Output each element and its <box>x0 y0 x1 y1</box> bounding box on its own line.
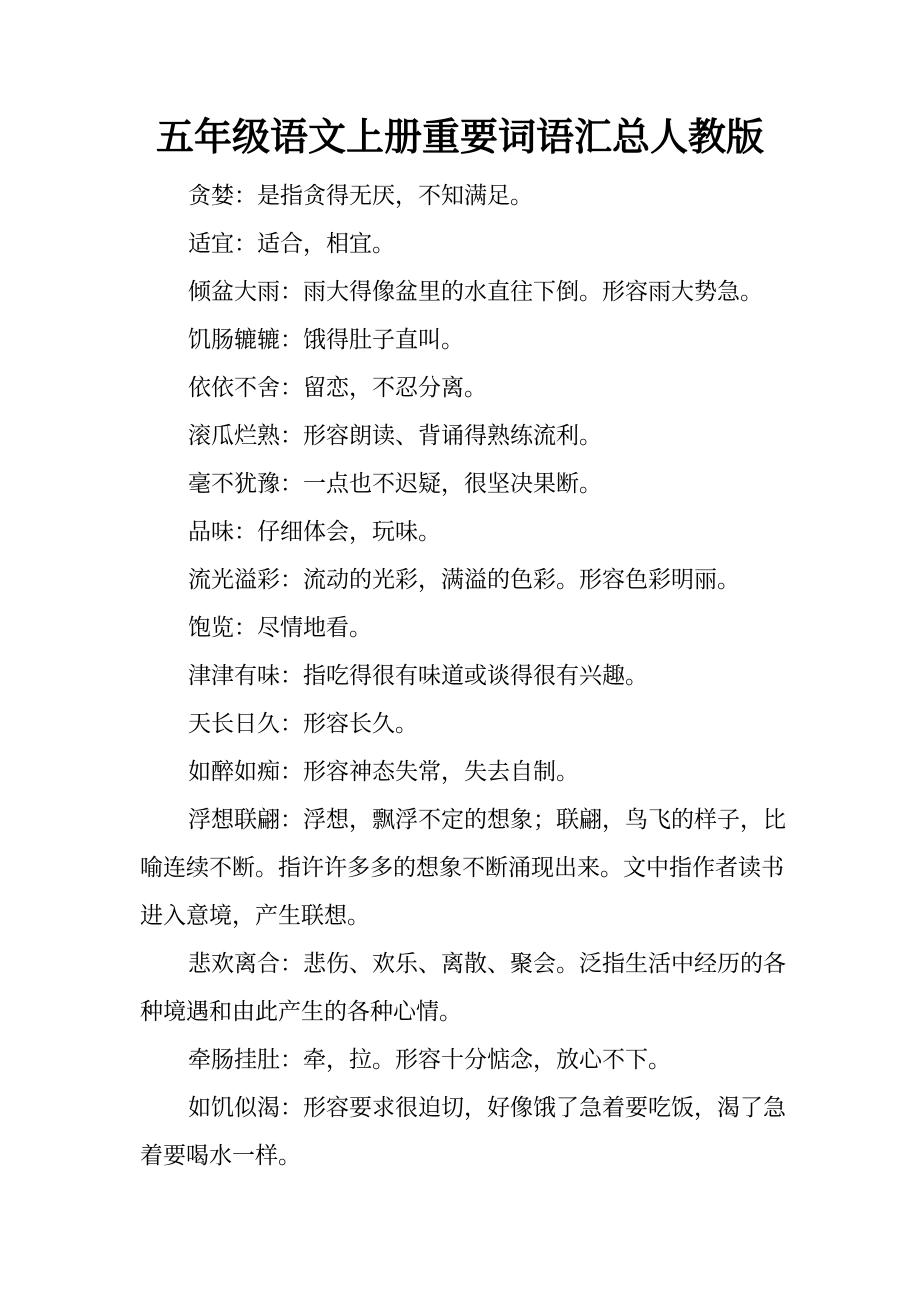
vocab-entry: 依依不舍：留恋，不忍分离。 <box>188 375 487 401</box>
vocab-entry: 品味：仔细体会，玩味。 <box>188 519 441 545</box>
vocab-entry: 饥肠辘辘：饿得肚子直叫。 <box>188 327 464 353</box>
vocab-entry: 悲欢离合：悲伤、欢乐、离散、聚会。泛指生活中经历的各种境遇和由此产生的各种心情。 <box>140 951 786 1025</box>
vocab-entry: 浮想联翩：浮想，飘浮不定的想象；联翩，鸟飞的样子，比喻连续不断。指许许多多的想象不断涌现出来。文中指作者读书进入意境，产生联想。 <box>140 807 786 929</box>
vocab-entry: 毫不犹豫：一点也不迟疑，很坚决果断。 <box>188 471 602 497</box>
vocab-entry: 天长日久：形容长久。 <box>188 711 418 737</box>
vocab-entry: 滚瓜烂熟：形容朗读、背诵得熟练流利。 <box>188 423 602 449</box>
vocab-entry: 流光溢彩：流动的光彩，满溢的色彩。形容色彩明丽。 <box>188 567 740 593</box>
vocab-entry: 饱览：尽情地看。 <box>188 615 372 641</box>
vocabulary-list <box>140 172 800 1180</box>
vocab-entry: 倾盆大雨：雨大得像盆里的水直往下倒。形容雨大势急。 <box>188 279 763 305</box>
vocab-entry: 牵肠挂肚：牵，拉。形容十分惦念，放心不下。 <box>188 1047 671 1073</box>
vocab-entry: 如饥似渴：形容要求很迫切，好像饿了急着要吃饭，渴了急着要喝水一样。 <box>140 1095 786 1169</box>
vocab-entry: 贪婪：是指贪得无厌，不知满足。 <box>188 183 533 209</box>
vocab-entry: 津津有味：指吃得很有味道或谈得很有兴趣。 <box>188 663 648 689</box>
vocab-entry: 如醉如痴：形容神态失常，失去自制。 <box>188 759 579 785</box>
vocab-entry: 适宜：适合，相宜。 <box>188 231 395 257</box>
document-title: 五年级语文上册重要词语汇总人教版 <box>155 114 764 159</box>
